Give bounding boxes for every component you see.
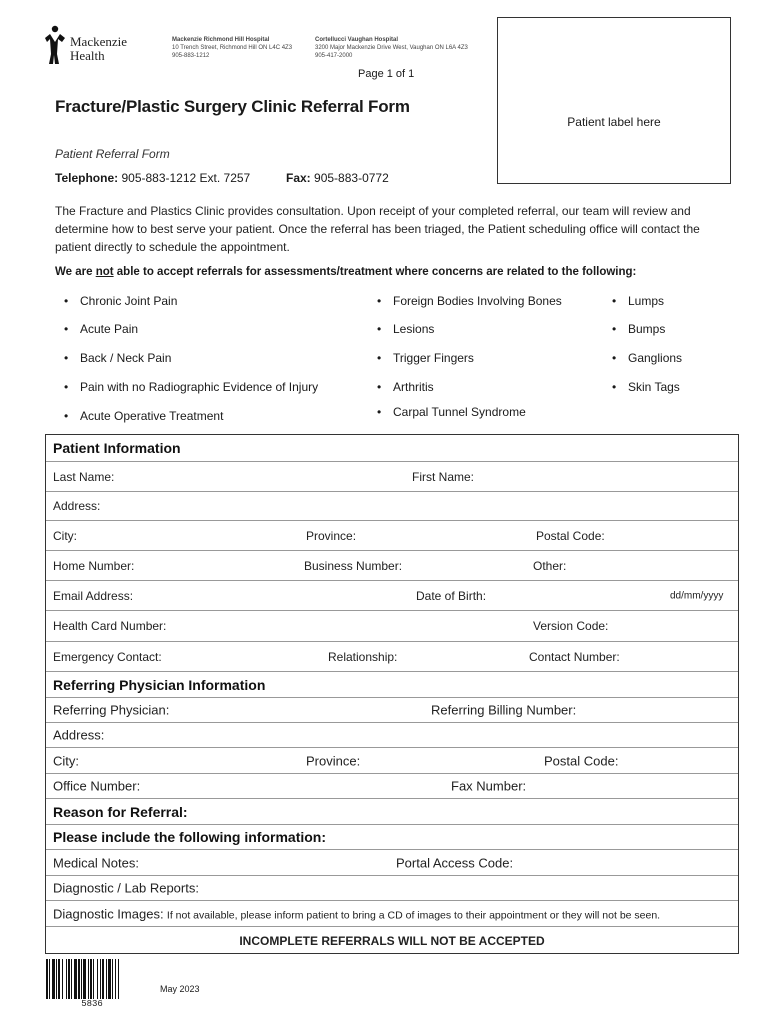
fax-value: 905-883-0772 bbox=[314, 171, 389, 185]
physician-province-label: Province: bbox=[306, 753, 361, 768]
diagnostic-reports-row[interactable] bbox=[46, 876, 738, 901]
physician-info-header-row bbox=[46, 672, 738, 698]
patient-label-placeholder: Patient label here bbox=[567, 115, 661, 129]
exclusion-item: • Carpal Tunnel Syndrome bbox=[377, 405, 526, 419]
emergency-contact-row[interactable] bbox=[46, 642, 738, 672]
patient-city-label: City: bbox=[53, 528, 77, 543]
warning-prefix: We are bbox=[55, 266, 96, 278]
patient-address-label: Address: bbox=[53, 499, 101, 513]
patient-postal-code-label: Postal Code: bbox=[536, 528, 605, 543]
fax-line bbox=[286, 171, 389, 185]
form-subtitle: Patient Referral Form bbox=[55, 147, 170, 161]
physician-info-heading: Referring Physician Information bbox=[53, 676, 266, 693]
referral-form-table bbox=[45, 434, 739, 954]
physician-fax-label: Fax Number: bbox=[451, 778, 527, 794]
hospital1-address-block bbox=[172, 36, 297, 60]
exclusion-item: • Lumps bbox=[612, 294, 664, 308]
patient-info-header-row bbox=[46, 435, 738, 462]
exclusion-item: • Arthritis bbox=[377, 380, 434, 394]
portal-access-code-label: Portal Access Code: bbox=[396, 855, 514, 870]
reason-heading: Reason for Referral: bbox=[53, 803, 188, 820]
hospital1-phone: 905-883-1212 bbox=[172, 53, 210, 59]
dob-label: Date of Birth: bbox=[416, 588, 487, 603]
last-name-label: Last Name: bbox=[53, 469, 115, 484]
physician-address-label: Address: bbox=[53, 727, 105, 743]
hospital1-name: Mackenzie Richmond Hill Hospital bbox=[172, 37, 270, 43]
telephone-line bbox=[55, 171, 250, 185]
physician-address-row[interactable] bbox=[46, 723, 738, 748]
telephone-value: 905-883-1212 Ext. 7257 bbox=[121, 171, 251, 185]
email-label: Email Address: bbox=[53, 588, 134, 603]
first-name-label: First Name: bbox=[412, 469, 475, 484]
billing-number-label: Referring Billing Number: bbox=[431, 702, 577, 718]
patient-info-heading: Patient Information bbox=[53, 440, 181, 456]
logo-line2: Health bbox=[70, 48, 105, 63]
warning-suffix: able to accept referrals for assessments/treatment where concerns are related to the following: bbox=[113, 266, 637, 278]
telephone-label: Telephone: bbox=[55, 171, 119, 185]
office-fax-row[interactable] bbox=[46, 774, 738, 799]
hospital2-address: 3200 Major Mackenzie Drive West, Vaughan ON L6A 4Z3 bbox=[315, 45, 468, 51]
hospital1-address: 10 Trench Street, Richmond Hill ON L4C 4Z3 bbox=[172, 45, 293, 51]
office-number-label: Office Number: bbox=[53, 778, 141, 794]
form-title: Fracture/Plastic Surgery Clinic Referral Form bbox=[55, 97, 410, 116]
page-indicator: Page 1 of 1 bbox=[358, 68, 415, 80]
exclusion-item: • Lesions bbox=[377, 322, 434, 336]
business-number-label: Business Number: bbox=[304, 558, 403, 573]
physician-row[interactable] bbox=[46, 698, 738, 723]
physician-city-label: City: bbox=[53, 753, 79, 768]
contact-number-label: Contact Number: bbox=[529, 649, 620, 664]
dob-format-hint: dd/mm/yyyy bbox=[670, 590, 724, 601]
warning-emphasis: not bbox=[95, 266, 114, 278]
home-number-label: Home Number: bbox=[53, 558, 135, 573]
exclusion-item: • Chronic Joint Pain bbox=[64, 294, 177, 308]
hospital2-phone: 905-417-2000 bbox=[315, 53, 353, 59]
exclusion-item: • Ganglions bbox=[612, 351, 682, 365]
emergency-contact-label: Emergency Contact: bbox=[53, 649, 162, 664]
hospital2-name: Cortellucci Vaughan Hospital bbox=[315, 37, 399, 43]
exclusion-item: • Foreign Bodies Involving Bones bbox=[377, 294, 562, 308]
diagnostic-images-text bbox=[53, 906, 660, 921]
health-card-row[interactable] bbox=[46, 611, 738, 642]
exclusion-item: • Back / Neck Pain bbox=[64, 351, 171, 365]
physician-postal-code-label: Postal Code: bbox=[544, 753, 619, 768]
diagnostic-images-label: Diagnostic Images: bbox=[53, 906, 164, 921]
form-revision-date: May 2023 bbox=[160, 984, 200, 994]
physician-city-row[interactable] bbox=[46, 748, 738, 774]
logo-wordmark bbox=[70, 35, 127, 63]
fax-label: Fax: bbox=[286, 171, 311, 185]
medical-notes-label: Medical Notes: bbox=[53, 855, 139, 870]
intro-paragraph: The Fracture and Plastics Clinic provides consultation. Upon receipt of your completed referral, our team will review and determine how to best serve your patient. Once the referral has been triaged, the Patient scheduling office will contact the patient directly to schedule the appointment. bbox=[55, 204, 700, 254]
include-info-heading: Please include the following information: bbox=[53, 829, 327, 845]
exclusion-warning bbox=[55, 266, 715, 278]
incomplete-notice: INCOMPLETE REFERRALS WILL NOT BE ACCEPTED bbox=[239, 933, 545, 948]
referring-physician-label: Referring Physician: bbox=[53, 702, 170, 718]
diagnostic-images-note: If not available, please inform patient to bring a CD of images to their appointment or they will not be seen. bbox=[166, 909, 661, 921]
phone-numbers-row[interactable] bbox=[46, 551, 738, 581]
patient-province-label: Province: bbox=[306, 528, 357, 543]
hospital2-address-block bbox=[315, 36, 475, 60]
diagnostic-reports-label: Diagnostic / Lab Reports: bbox=[53, 880, 199, 896]
exclusion-item: • Skin Tags bbox=[612, 380, 680, 394]
barcode-number: 5836 bbox=[81, 999, 103, 1009]
reason-row[interactable] bbox=[46, 799, 738, 825]
email-dob-row[interactable] bbox=[46, 581, 738, 611]
exclusion-item: • Acute Pain bbox=[64, 322, 138, 336]
medical-notes-row[interactable] bbox=[46, 850, 738, 876]
version-code-label: Version Code: bbox=[533, 619, 609, 633]
health-card-label: Health Card Number: bbox=[53, 619, 167, 633]
include-info-row bbox=[46, 825, 738, 850]
patient-label-box bbox=[497, 17, 731, 184]
patient-address-row[interactable] bbox=[46, 492, 738, 521]
name-row[interactable] bbox=[46, 462, 738, 492]
exclusion-item: • Trigger Fingers bbox=[377, 351, 474, 365]
relationship-label: Relationship: bbox=[328, 649, 398, 664]
other-number-label: Other: bbox=[533, 558, 567, 573]
exclusion-item: • Pain with no Radiographic Evidence of Injury bbox=[64, 380, 318, 394]
diagnostic-images-row[interactable] bbox=[46, 901, 738, 927]
exclusion-item: • Bumps bbox=[612, 322, 665, 336]
patient-city-row[interactable] bbox=[46, 521, 738, 551]
logo-line1: Mackenzie bbox=[70, 34, 128, 49]
exclusion-item: • Acute Operative Treatment bbox=[64, 409, 223, 423]
barcode-image bbox=[46, 959, 138, 999]
incomplete-notice-row bbox=[46, 927, 738, 954]
